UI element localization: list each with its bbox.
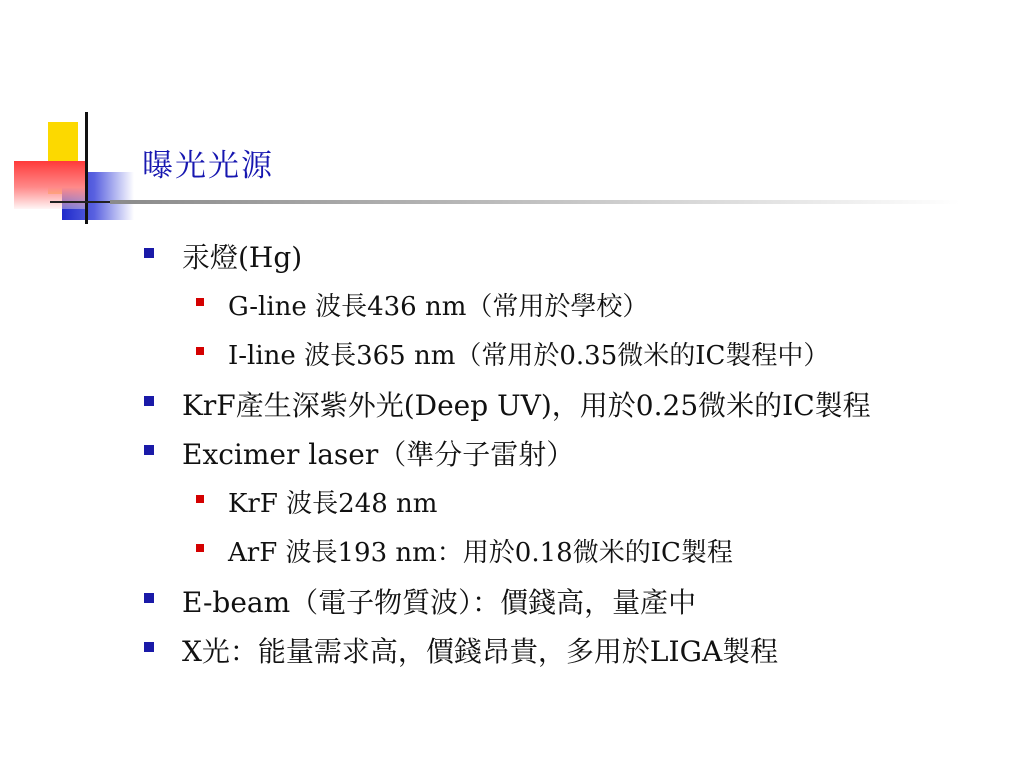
bullet-text: I-line 波長365 nm（常用於0.35微米的IC製程中） bbox=[228, 341, 830, 371]
decor-horizontal-line bbox=[50, 201, 110, 203]
square-bullet-icon bbox=[144, 593, 154, 603]
bullet-text: KrF產生深紫外光(Deep UV)，用於0.25微米的IC製程 bbox=[182, 389, 871, 422]
square-bullet-icon bbox=[144, 642, 154, 652]
bullet-text: KrF 波長248 nm bbox=[228, 489, 438, 519]
decor-vertical-line bbox=[85, 112, 88, 224]
square-bullet-icon bbox=[144, 248, 154, 258]
square-bullet-icon bbox=[144, 445, 154, 455]
bullet-text: E-beam（電子物質波）：價錢高，量產中 bbox=[182, 586, 697, 619]
bullet-text: G-line 波長436 nm（常用於學校） bbox=[228, 292, 649, 322]
bullet-text: 汞燈(Hg) bbox=[182, 241, 303, 274]
square-bullet-icon bbox=[196, 495, 204, 503]
bullet-text: X光：能量需求高，價錢昂貴，多用於LIGA製程 bbox=[182, 635, 779, 668]
square-bullet-icon bbox=[144, 396, 154, 406]
slide-title: 曝光光源 bbox=[142, 148, 274, 184]
square-bullet-icon bbox=[196, 298, 204, 306]
square-bullet-icon bbox=[196, 347, 204, 355]
title-underline-rule bbox=[110, 200, 960, 204]
square-bullet-icon bbox=[196, 544, 204, 552]
bullet-text: Excimer laser（準分子雷射） bbox=[182, 438, 575, 471]
bullet-text: ArF 波長193 nm：用於0.18微米的IC製程 bbox=[228, 538, 733, 568]
